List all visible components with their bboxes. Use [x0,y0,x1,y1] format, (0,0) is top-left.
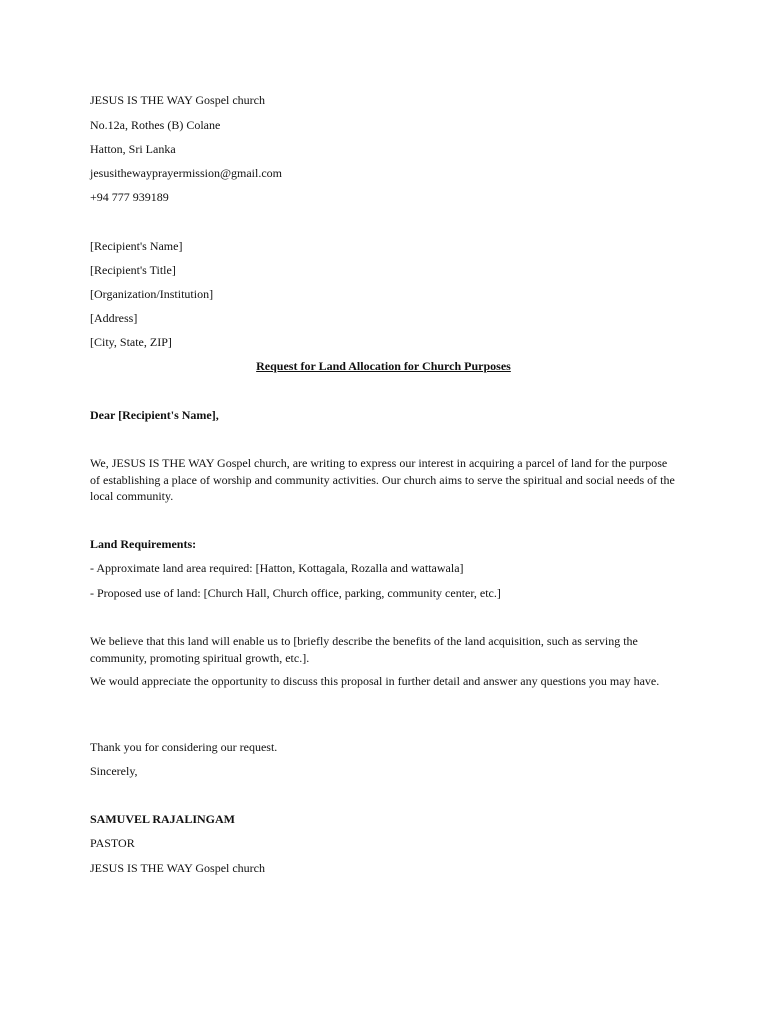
recipient-city-state-zip: [City, State, ZIP] [90,335,172,349]
discussion-paragraph: We would appreciate the opportunity to discuss this proposal in further detail and answer any questions you may have. [90,674,660,688]
sender-name: JESUS IS THE WAY Gospel church [90,93,266,107]
sender-email: jesusithewayprayermission@gmail.com [90,166,283,180]
sender-phone: +94 777 939189 [90,190,169,204]
sender-address-line2: Hatton, Sri Lanka [90,142,176,156]
recipient-organization: [Organization/Institution] [90,287,214,301]
recipient-title: [Recipient's Title] [90,263,176,277]
recipient-name: [Recipient's Name] [90,239,183,253]
benefits-paragraph: We believe that this land will enable us to [briefly describe the benefits of the land acquisition, such as serving the community, promoting spiritual growth, etc.]. [90,634,638,665]
requirement-item: - Approximate land area required: [Hatton, Kottagala, Rozalla and wattawala] [90,561,464,575]
closing-line: Sincerely, [90,764,138,778]
intro-paragraph: We, JESUS IS THE WAY Gospel church, are writing to express our interest in acquiring a parcel of land for the purpose of establishing a place of worship and community activities. Our church aims to serve the spiritual and social needs of the local community. [90,456,675,503]
recipient-address: [Address] [90,311,138,325]
signatory-title: PASTOR [90,836,135,850]
requirements-heading: Land Requirements: [90,537,197,551]
signatory-name: SAMUVEL RAJALINGAM [90,812,236,826]
requirement-item: - Proposed use of land: [Church Hall, Church office, parking, community center, etc.] [90,586,501,600]
letter-subject: Request for Land Allocation for Church Purposes [256,359,511,373]
signatory-organization: JESUS IS THE WAY Gospel church [90,861,266,875]
sender-address-line1: No.12a, Rothes (B) Colane [90,118,221,132]
thanks-line: Thank you for considering our request. [90,740,278,754]
salutation: Dear [Recipient's Name], [90,408,219,422]
